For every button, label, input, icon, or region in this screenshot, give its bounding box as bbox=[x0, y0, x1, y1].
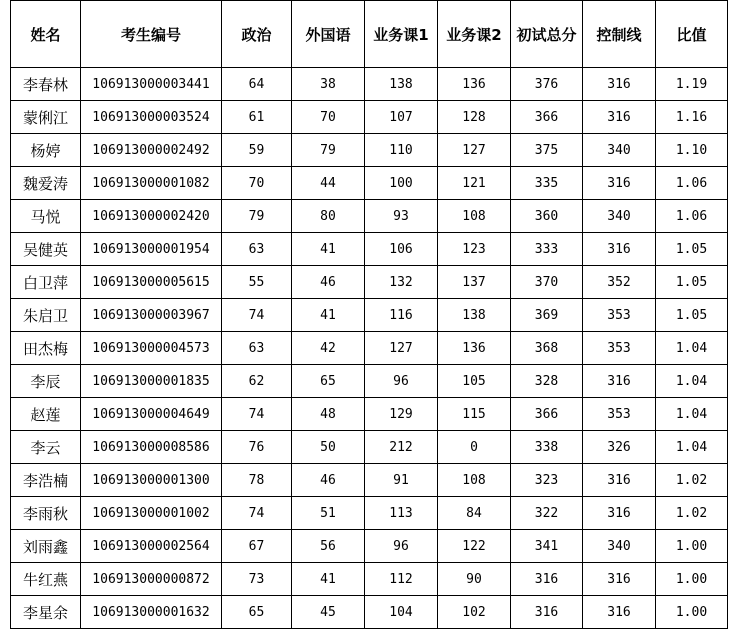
cell-ratio: 1.04 bbox=[656, 332, 728, 365]
cell-name: 白卫萍 bbox=[11, 266, 81, 299]
cell-subject-1: 106 bbox=[365, 233, 438, 266]
header-ratio: 比值 bbox=[656, 1, 728, 68]
cell-subject-2: 90 bbox=[438, 563, 511, 596]
table-row bbox=[11, 530, 728, 563]
cell-ratio: 1.00 bbox=[656, 596, 728, 629]
cell-subject-2: 121 bbox=[438, 167, 511, 200]
cell-foreign-language: 42 bbox=[292, 332, 365, 365]
header-row bbox=[11, 1, 728, 68]
header-total-score: 初试总分 bbox=[511, 1, 583, 68]
cell-subject-1: 129 bbox=[365, 398, 438, 431]
table-row bbox=[11, 563, 728, 596]
cell-total-score: 335 bbox=[511, 167, 583, 200]
cell-control-line: 316 bbox=[583, 464, 656, 497]
cell-ratio: 1.04 bbox=[656, 431, 728, 464]
cell-total-score: 316 bbox=[511, 596, 583, 629]
cell-control-line: 316 bbox=[583, 365, 656, 398]
cell-politics: 61 bbox=[222, 101, 292, 134]
cell-name: 刘雨鑫 bbox=[11, 530, 81, 563]
cell-name: 马悦 bbox=[11, 200, 81, 233]
table-row bbox=[11, 497, 728, 530]
cell-total-score: 376 bbox=[511, 68, 583, 101]
cell-politics: 55 bbox=[222, 266, 292, 299]
cell-exam-id: 106913000008586 bbox=[81, 431, 222, 464]
cell-name: 李雨秋 bbox=[11, 497, 81, 530]
cell-subject-1: 112 bbox=[365, 563, 438, 596]
cell-foreign-language: 45 bbox=[292, 596, 365, 629]
cell-name: 赵莲 bbox=[11, 398, 81, 431]
cell-ratio: 1.02 bbox=[656, 464, 728, 497]
cell-subject-1: 93 bbox=[365, 200, 438, 233]
cell-foreign-language: 44 bbox=[292, 167, 365, 200]
cell-subject-1: 110 bbox=[365, 134, 438, 167]
cell-exam-id: 106913000003967 bbox=[81, 299, 222, 332]
cell-subject-2: 127 bbox=[438, 134, 511, 167]
cell-subject-1: 104 bbox=[365, 596, 438, 629]
cell-control-line: 316 bbox=[583, 68, 656, 101]
cell-subject-1: 212 bbox=[365, 431, 438, 464]
cell-exam-id: 106913000001632 bbox=[81, 596, 222, 629]
cell-politics: 70 bbox=[222, 167, 292, 200]
table-row bbox=[11, 398, 728, 431]
cell-foreign-language: 46 bbox=[292, 266, 365, 299]
cell-total-score: 369 bbox=[511, 299, 583, 332]
table-row bbox=[11, 233, 728, 266]
cell-exam-id: 106913000004573 bbox=[81, 332, 222, 365]
cell-subject-1: 96 bbox=[365, 530, 438, 563]
cell-foreign-language: 41 bbox=[292, 233, 365, 266]
cell-control-line: 316 bbox=[583, 167, 656, 200]
cell-politics: 67 bbox=[222, 530, 292, 563]
cell-control-line: 316 bbox=[583, 497, 656, 530]
score-table bbox=[10, 0, 728, 629]
cell-politics: 74 bbox=[222, 497, 292, 530]
table-row bbox=[11, 332, 728, 365]
cell-exam-id: 106913000002420 bbox=[81, 200, 222, 233]
cell-control-line: 316 bbox=[583, 233, 656, 266]
cell-subject-1: 91 bbox=[365, 464, 438, 497]
table-row bbox=[11, 596, 728, 629]
cell-name: 李浩楠 bbox=[11, 464, 81, 497]
cell-subject-2: 138 bbox=[438, 299, 511, 332]
cell-foreign-language: 65 bbox=[292, 365, 365, 398]
cell-control-line: 353 bbox=[583, 299, 656, 332]
cell-control-line: 353 bbox=[583, 398, 656, 431]
cell-subject-2: 108 bbox=[438, 200, 511, 233]
cell-exam-id: 106913000002492 bbox=[81, 134, 222, 167]
cell-foreign-language: 41 bbox=[292, 299, 365, 332]
cell-name: 李云 bbox=[11, 431, 81, 464]
cell-control-line: 316 bbox=[583, 596, 656, 629]
cell-control-line: 353 bbox=[583, 332, 656, 365]
header-control-line: 控制线 bbox=[583, 1, 656, 68]
cell-foreign-language: 56 bbox=[292, 530, 365, 563]
cell-total-score: 366 bbox=[511, 101, 583, 134]
cell-ratio: 1.00 bbox=[656, 563, 728, 596]
cell-foreign-language: 79 bbox=[292, 134, 365, 167]
cell-total-score: 368 bbox=[511, 332, 583, 365]
cell-total-score: 375 bbox=[511, 134, 583, 167]
table-row bbox=[11, 167, 728, 200]
table-row bbox=[11, 200, 728, 233]
header-politics: 政治 bbox=[222, 1, 292, 68]
cell-politics: 59 bbox=[222, 134, 292, 167]
cell-total-score: 338 bbox=[511, 431, 583, 464]
cell-control-line: 316 bbox=[583, 101, 656, 134]
cell-ratio: 1.06 bbox=[656, 167, 728, 200]
cell-politics: 79 bbox=[222, 200, 292, 233]
cell-control-line: 340 bbox=[583, 200, 656, 233]
cell-subject-1: 96 bbox=[365, 365, 438, 398]
cell-control-line: 316 bbox=[583, 563, 656, 596]
cell-foreign-language: 48 bbox=[292, 398, 365, 431]
cell-foreign-language: 46 bbox=[292, 464, 365, 497]
cell-subject-2: 102 bbox=[438, 596, 511, 629]
cell-ratio: 1.05 bbox=[656, 299, 728, 332]
cell-total-score: 316 bbox=[511, 563, 583, 596]
cell-politics: 62 bbox=[222, 365, 292, 398]
cell-exam-id: 106913000001082 bbox=[81, 167, 222, 200]
cell-politics: 63 bbox=[222, 332, 292, 365]
cell-ratio: 1.06 bbox=[656, 200, 728, 233]
cell-name: 牛红燕 bbox=[11, 563, 81, 596]
cell-subject-1: 100 bbox=[365, 167, 438, 200]
table-body bbox=[11, 68, 728, 629]
cell-exam-id: 106913000005615 bbox=[81, 266, 222, 299]
header-subject-1: 业务课1 bbox=[365, 1, 438, 68]
cell-name: 田杰梅 bbox=[11, 332, 81, 365]
cell-total-score: 360 bbox=[511, 200, 583, 233]
cell-subject-2: 137 bbox=[438, 266, 511, 299]
cell-exam-id: 106913000001002 bbox=[81, 497, 222, 530]
cell-subject-1: 132 bbox=[365, 266, 438, 299]
cell-ratio: 1.02 bbox=[656, 497, 728, 530]
cell-politics: 63 bbox=[222, 233, 292, 266]
cell-subject-2: 122 bbox=[438, 530, 511, 563]
cell-politics: 76 bbox=[222, 431, 292, 464]
table-row bbox=[11, 431, 728, 464]
cell-subject-2: 105 bbox=[438, 365, 511, 398]
cell-control-line: 352 bbox=[583, 266, 656, 299]
cell-total-score: 328 bbox=[511, 365, 583, 398]
cell-ratio: 1.04 bbox=[656, 365, 728, 398]
cell-name: 李辰 bbox=[11, 365, 81, 398]
cell-exam-id: 106913000003441 bbox=[81, 68, 222, 101]
cell-name: 朱启卫 bbox=[11, 299, 81, 332]
cell-exam-id: 106913000001954 bbox=[81, 233, 222, 266]
cell-politics: 74 bbox=[222, 299, 292, 332]
cell-control-line: 340 bbox=[583, 134, 656, 167]
cell-subject-2: 0 bbox=[438, 431, 511, 464]
cell-total-score: 333 bbox=[511, 233, 583, 266]
header-subject-2: 业务课2 bbox=[438, 1, 511, 68]
cell-subject-1: 116 bbox=[365, 299, 438, 332]
cell-subject-2: 123 bbox=[438, 233, 511, 266]
cell-subject-2: 108 bbox=[438, 464, 511, 497]
cell-name: 吴健英 bbox=[11, 233, 81, 266]
table-row bbox=[11, 299, 728, 332]
header-foreign-language: 外国语 bbox=[292, 1, 365, 68]
cell-exam-id: 106913000000872 bbox=[81, 563, 222, 596]
table-row bbox=[11, 266, 728, 299]
cell-ratio: 1.19 bbox=[656, 68, 728, 101]
cell-subject-2: 84 bbox=[438, 497, 511, 530]
cell-foreign-language: 80 bbox=[292, 200, 365, 233]
cell-subject-1: 107 bbox=[365, 101, 438, 134]
table-row bbox=[11, 464, 728, 497]
cell-ratio: 1.10 bbox=[656, 134, 728, 167]
cell-ratio: 1.04 bbox=[656, 398, 728, 431]
cell-foreign-language: 51 bbox=[292, 497, 365, 530]
header-name: 姓名 bbox=[11, 1, 81, 68]
cell-total-score: 370 bbox=[511, 266, 583, 299]
cell-total-score: 322 bbox=[511, 497, 583, 530]
cell-ratio: 1.05 bbox=[656, 233, 728, 266]
cell-ratio: 1.16 bbox=[656, 101, 728, 134]
cell-subject-2: 136 bbox=[438, 68, 511, 101]
cell-total-score: 341 bbox=[511, 530, 583, 563]
table-row bbox=[11, 101, 728, 134]
cell-subject-2: 115 bbox=[438, 398, 511, 431]
cell-name: 李春林 bbox=[11, 68, 81, 101]
table-row bbox=[11, 365, 728, 398]
header-exam-id: 考生编号 bbox=[81, 1, 222, 68]
cell-exam-id: 106913000001300 bbox=[81, 464, 222, 497]
cell-subject-2: 136 bbox=[438, 332, 511, 365]
cell-total-score: 323 bbox=[511, 464, 583, 497]
cell-name: 李星余 bbox=[11, 596, 81, 629]
cell-foreign-language: 41 bbox=[292, 563, 365, 596]
cell-subject-1: 138 bbox=[365, 68, 438, 101]
cell-subject-1: 113 bbox=[365, 497, 438, 530]
cell-exam-id: 106913000003524 bbox=[81, 101, 222, 134]
table-row bbox=[11, 134, 728, 167]
cell-ratio: 1.00 bbox=[656, 530, 728, 563]
cell-politics: 78 bbox=[222, 464, 292, 497]
cell-control-line: 340 bbox=[583, 530, 656, 563]
cell-subject-1: 127 bbox=[365, 332, 438, 365]
cell-exam-id: 106913000001835 bbox=[81, 365, 222, 398]
cell-politics: 65 bbox=[222, 596, 292, 629]
cell-foreign-language: 70 bbox=[292, 101, 365, 134]
table-row bbox=[11, 68, 728, 101]
cell-control-line: 326 bbox=[583, 431, 656, 464]
cell-name: 杨婷 bbox=[11, 134, 81, 167]
cell-subject-2: 128 bbox=[438, 101, 511, 134]
cell-politics: 64 bbox=[222, 68, 292, 101]
cell-ratio: 1.05 bbox=[656, 266, 728, 299]
cell-politics: 73 bbox=[222, 563, 292, 596]
cell-name: 魏爱涛 bbox=[11, 167, 81, 200]
cell-total-score: 366 bbox=[511, 398, 583, 431]
cell-exam-id: 106913000002564 bbox=[81, 530, 222, 563]
cell-foreign-language: 50 bbox=[292, 431, 365, 464]
cell-politics: 74 bbox=[222, 398, 292, 431]
cell-exam-id: 106913000004649 bbox=[81, 398, 222, 431]
cell-name: 蒙俐江 bbox=[11, 101, 81, 134]
cell-foreign-language: 38 bbox=[292, 68, 365, 101]
